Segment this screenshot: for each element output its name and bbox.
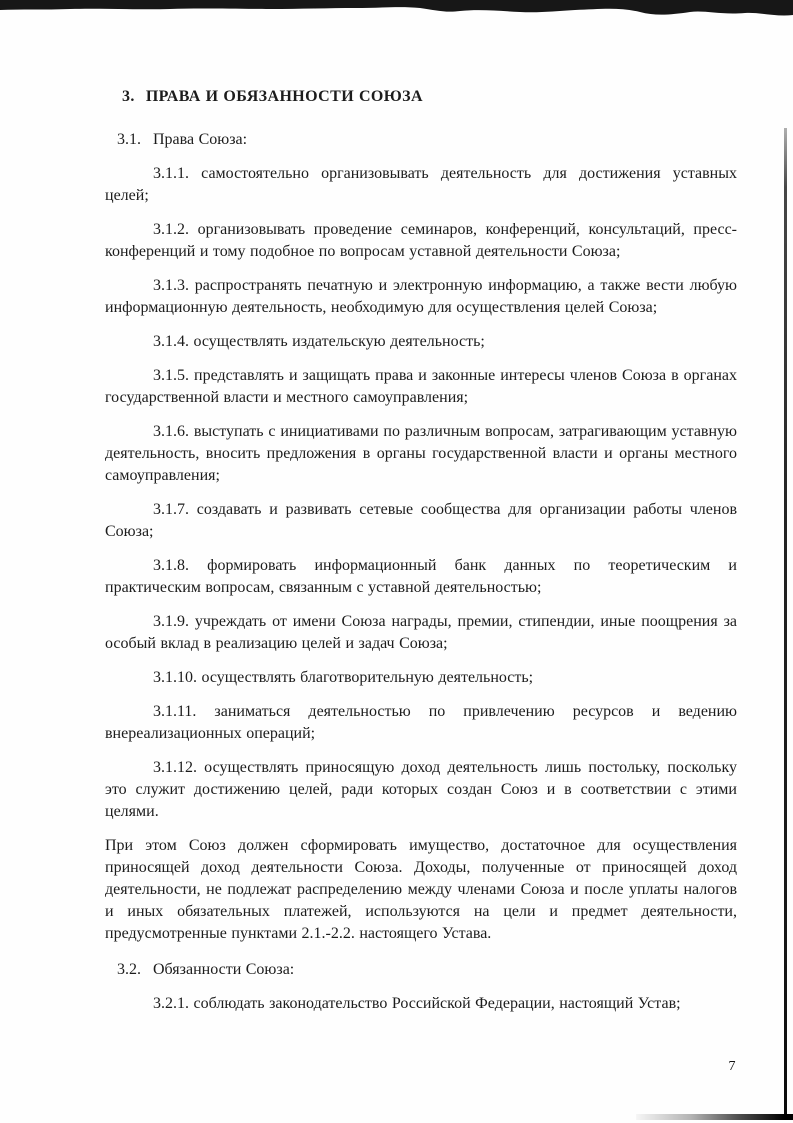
page-number: 7 [728, 1059, 736, 1074]
clause-3-1-5: 3.1.5. представлять и защищать права и законные интересы членов Союза в органах государственной власти и местного самоуправления; [105, 367, 737, 406]
scan-edge-bottom [636, 1114, 793, 1120]
income-activity-note: При этом Союз должен сформировать имущество, достаточное для осуществления приносящей доход деятельности Союза. Доходы, полученные от приносящей доход деятельности, не подлежат распределению между членами Союза и после уплаты налогов и иных обязательных платежей, используются на цели и предмет деятельности, предусмотренные пунктами 2.1.-2.2. настоящего Устава. [105, 837, 737, 942]
section-heading [122, 86, 737, 108]
scan-edge-top [0, 0, 793, 22]
section-title: ПРАВА И ОБЯЗАННОСТИ СОЮЗА [145, 88, 423, 105]
clause-3-1-2: 3.1.2. организовывать проведение семинаров, конференций, консультаций, пресс-конференций и тому подобное по вопросам уставной деятельности Союза; [105, 221, 737, 260]
clause-3-1-4: 3.1.4. осуществлять издательскую деятельность; [153, 333, 485, 350]
subsection-3-2-number: 3.2. [117, 961, 141, 978]
clause-3-1-1: 3.1.1. самостоятельно организовывать деятельность для достижения уставных целей; [105, 165, 737, 204]
subsection-3-1-number: 3.1. [117, 131, 141, 148]
clause-3-2-1: 3.2.1. соблюдать законодательство Российской Федерации, настоящий Устав; [153, 995, 681, 1012]
clause-3-1-3: 3.1.3. распространять печатную и электронную информацию, а также вести любую информационную деятельность, необходимую для осуществления целей Союза; [105, 277, 737, 316]
subsection-3-2-heading [117, 959, 737, 981]
clause-3-1-11: 3.1.11. заниматься деятельностью по привлечению ресурсов и ведению внереализационных операций; [105, 703, 737, 742]
subsection-3-1-heading [117, 129, 737, 151]
subsection-3-2-title: Обязанности Союза: [153, 961, 295, 978]
document-body [105, 86, 737, 1015]
clause-3-1-7: 3.1.7. создавать и развивать сетевые сообщества для организации работы членов Союза; [105, 501, 737, 540]
clause-3-1-9: 3.1.9. учреждать от имени Союза награды, премии, стипендии, иные поощрения за особый вклад в реализацию целей и задач Союза; [105, 613, 737, 652]
scan-edge-right [784, 128, 787, 1115]
clause-3-1-12: 3.1.12. осуществлять приносящую доход деятельность лишь постольку, поскольку это служит достижению целей, ради которых создан Союз и в соответствии с этими целями. [105, 759, 737, 820]
subsection-3-1-title: Права Союза: [153, 131, 248, 148]
clause-3-1-8: 3.1.8. формировать информационный банк данных по теоретическим и практическим вопросам, связанным с уставной деятельностью; [105, 557, 737, 596]
clause-3-1-6: 3.1.6. выступать с инициативами по различным вопросам, затрагивающим уставную деятельность, вносить предложения в органы государственной власти и органы местного самоуправления; [105, 423, 737, 484]
clause-3-1-10: 3.1.10. осуществлять благотворительную деятельность; [153, 669, 534, 686]
section-number: 3. [122, 88, 135, 105]
